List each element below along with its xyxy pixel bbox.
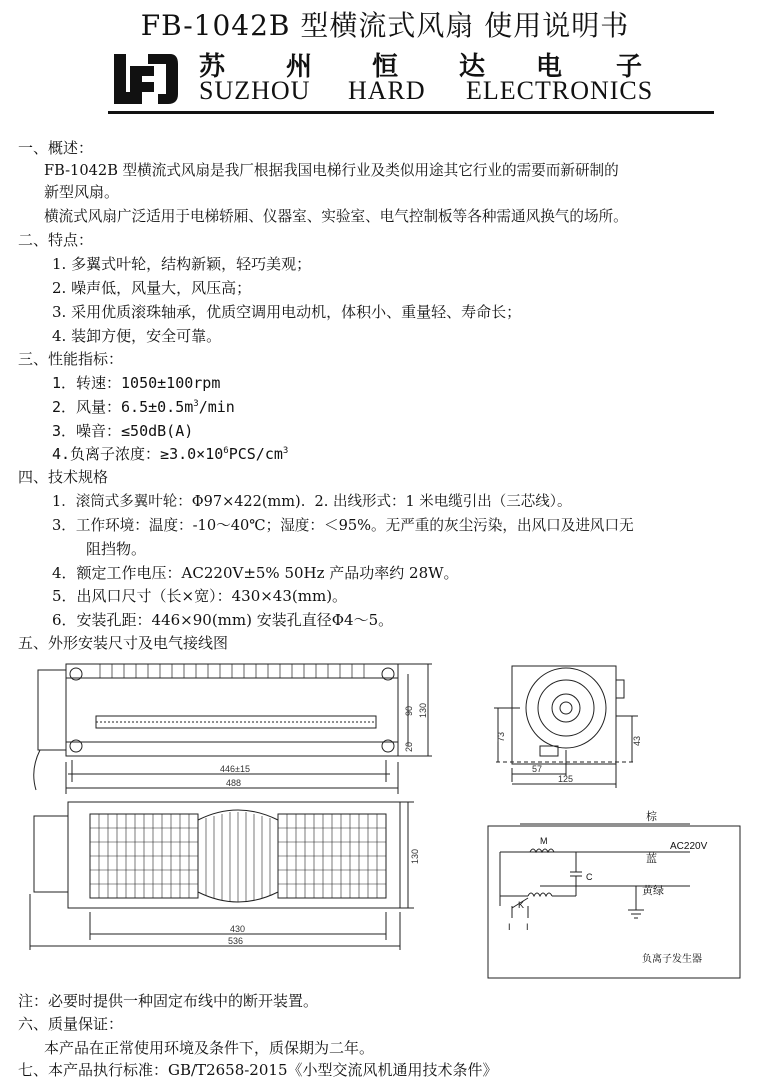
company-cn-char: 达	[459, 52, 486, 82]
spec-noise: 3．噪音：≤50dB(A)	[52, 422, 194, 440]
dim-20: 20	[404, 741, 414, 752]
company-logo	[108, 52, 180, 106]
section-heading: 二、特点：	[18, 231, 94, 249]
company-cn-char: 州	[286, 52, 313, 82]
switch-label: K	[518, 900, 525, 910]
list-item: 2. 噪声低，风量大，风压高；	[52, 279, 252, 297]
company-cn-char: 恒	[372, 52, 399, 82]
company-cn-char: 电	[536, 52, 563, 82]
ion-generator-label: 负离子发生器	[642, 954, 702, 965]
spec-airflow: 2．风量：$6.5\pm 0.5m^3/\min$	[52, 398, 235, 416]
dim-57: 57	[532, 764, 543, 774]
spec-ion: 4.负离子浓度：$\ge 3.0\times 10^6PCS/cm^3$	[52, 445, 289, 463]
list-item: 1. 多翼式叶轮，结构新颖，轻巧美观；	[52, 255, 312, 273]
wire-ac220v: AC220V	[670, 841, 708, 852]
capacitor-label: C	[586, 872, 593, 882]
list-item: 3. 采用优质滚珠轴承，优质空调用电动机，体积小、重量轻、寿命长；	[52, 303, 522, 321]
standard-line: 七、本产品执行标准：GB/T2658-2015《小型交流风机通用技术条件》	[18, 1061, 498, 1079]
wire-yellow-green: 黄绿	[642, 885, 664, 897]
paragraph: FB-1042B 型横流式风扇是我厂根据我国电梯行业及类似用途其它行业的需要而新研制的	[44, 162, 619, 179]
header-rule	[108, 111, 714, 114]
dim-446: 446±15	[220, 764, 250, 774]
dim-125: 125	[558, 774, 574, 784]
dim-130b: 130	[410, 848, 420, 864]
installation-drawing	[0, 650, 770, 990]
motor-label: M	[540, 836, 548, 846]
spec-line: 3．工作环境：温度：-10～40℃；湿度：＜95%。无严重的灰尘污染，出风口及进风口无	[52, 517, 634, 534]
company-cn-char: 苏	[199, 52, 226, 82]
fan-side-view	[494, 666, 638, 788]
dim-130: 130	[418, 702, 428, 718]
paragraph: 本产品在正常使用环境及条件下，质保期为二年。	[44, 1039, 375, 1057]
company-cn-char: 子	[616, 52, 643, 82]
paragraph: 横流式风扇广泛适用于电梯轿厢、仪器室、实验室、电气控制板等各种需通风换气的场所。	[44, 208, 628, 225]
fan-top-view	[34, 664, 432, 794]
paragraph: 新型风扇。	[44, 183, 120, 201]
note: 注：必要时提供一种固定布线中的断开装置。	[18, 992, 319, 1010]
spec-line: 4．额定工作电压：AC220V±5% 50Hz 产品功率约 28W。	[52, 564, 459, 582]
section-heading: 四、技术规格	[18, 468, 109, 486]
spec-line: 5．出风口尺寸（长×宽）：430×43(mm)。	[52, 587, 348, 605]
spec-line: 6．安装孔距：446×90(mm) 安装孔直径Φ4～5。	[52, 611, 394, 629]
company-en-word: SUZHOU	[199, 76, 311, 105]
switch-pos-1: I	[508, 922, 511, 932]
spec-line: 阻挡物。	[86, 540, 147, 558]
dim-73: 73	[496, 731, 506, 742]
dim-90: 90	[404, 705, 414, 716]
spec-speed: 1．转速：1050±100rpm	[52, 374, 221, 392]
wire-brown: 棕	[646, 811, 657, 823]
switch-pos-2: I	[526, 922, 529, 932]
section-heading: 五、外形安装尺寸及电气接线图	[18, 634, 229, 652]
section-heading: 六、质量保证：	[18, 1015, 124, 1033]
document-title: FB-1042B 型横流式风扇 使用说明书	[140, 9, 630, 42]
list-item: 4. 装卸方便，安全可靠。	[52, 327, 222, 345]
spec-line: 1．滚筒式多翼叶轮：Φ97×422(mm). 2. 出线形式：1 米电缆引出（三芯线）。	[52, 494, 572, 510]
company-en-word: ELECTRONICS	[466, 76, 654, 105]
section-heading: 三、性能指标：	[18, 350, 124, 368]
dim-430: 430	[230, 924, 246, 934]
dim-488: 488	[226, 778, 242, 788]
fan-bottom-view	[30, 802, 414, 950]
wire-blue: 蓝	[646, 853, 657, 865]
dim-536: 536	[228, 936, 244, 946]
company-en-word: HARD	[348, 76, 426, 105]
dim-43: 43	[632, 735, 642, 746]
section-heading: 一、概述：	[18, 139, 94, 157]
